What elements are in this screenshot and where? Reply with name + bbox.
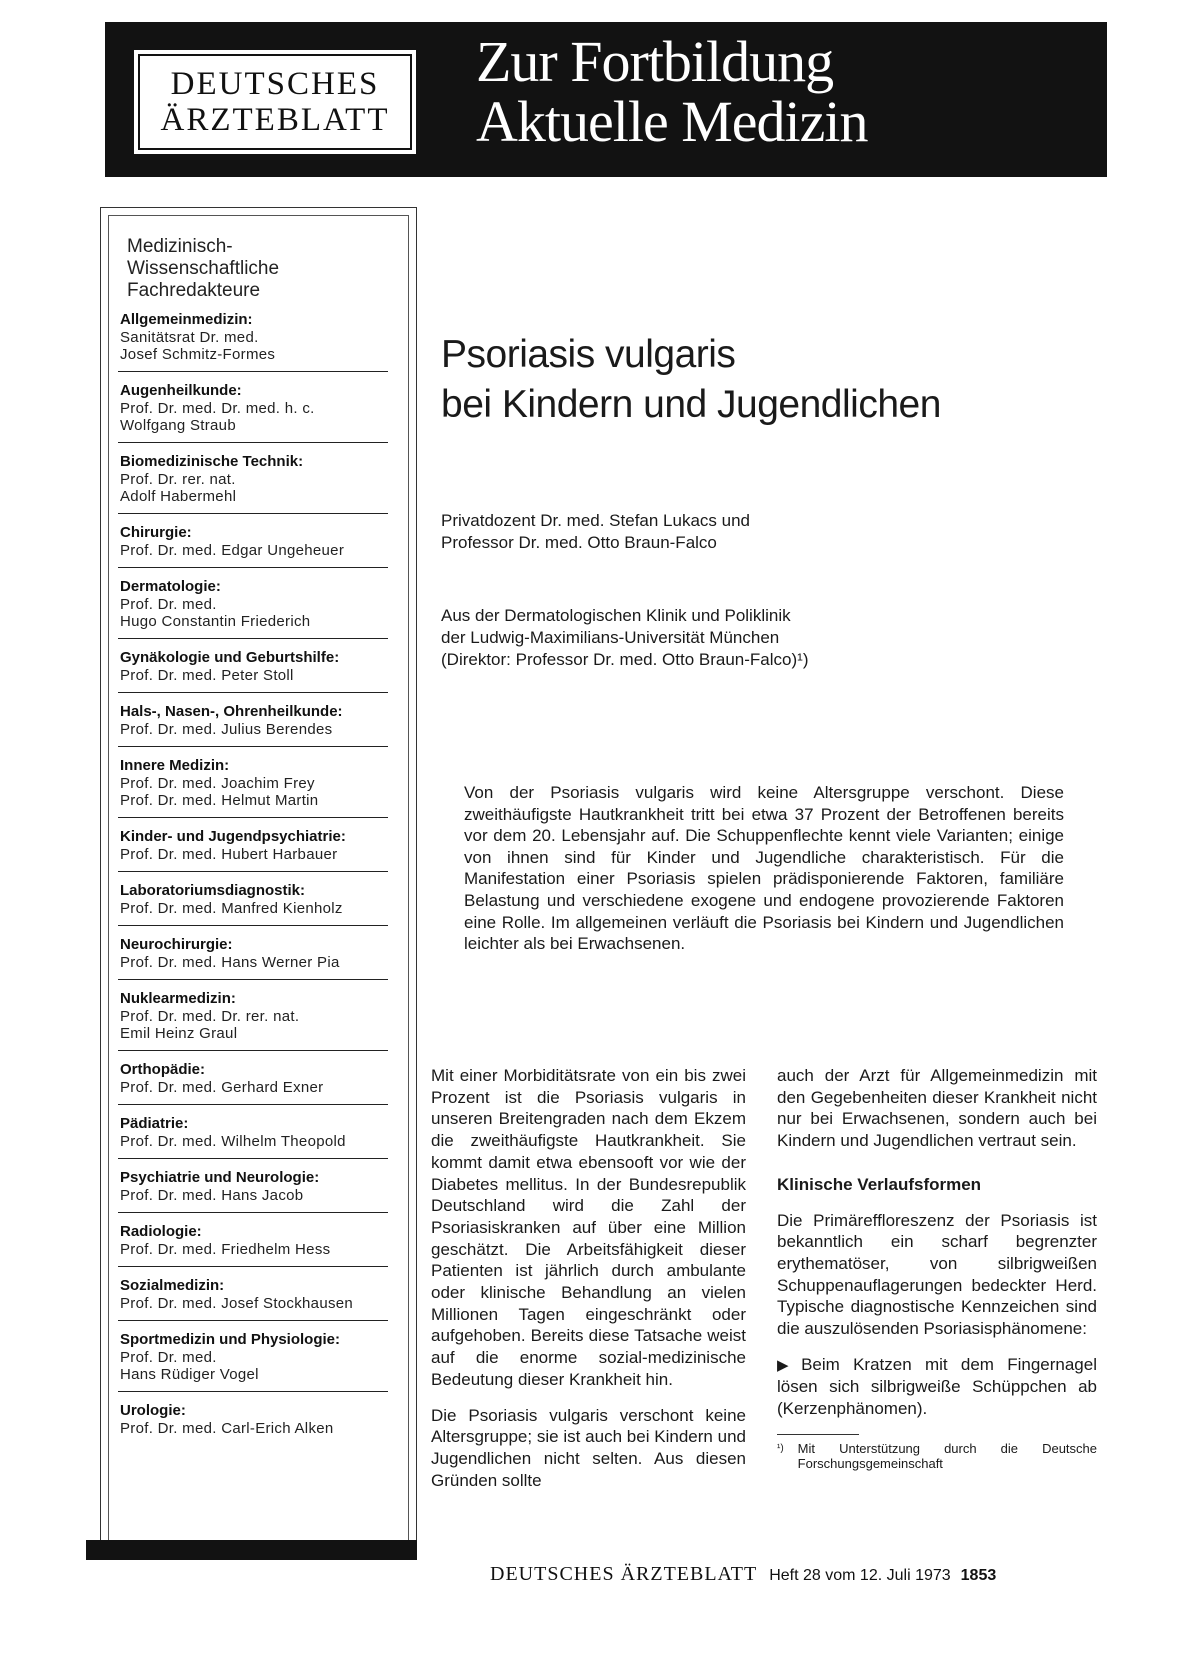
logo-line2: ÄRZTEBLATT [160, 102, 390, 138]
editor-department: Allgemeinmedizin: [120, 311, 253, 328]
editor-entry [120, 1061, 400, 1096]
editor-divider [118, 979, 388, 980]
editor-divider [118, 567, 388, 568]
article-title [441, 330, 941, 430]
affiliation-line3: (Direktor: Professor Dr. med. Otto Braun-Falco)¹) [441, 650, 809, 669]
editor-entry [120, 1223, 400, 1258]
editor-department: Laboratoriumsdiagnostik: [120, 882, 306, 899]
editor-name: Sanitätsrat Dr. med. [120, 329, 259, 346]
editor-name: Prof. Dr. med. Josef Stockhausen [120, 1295, 354, 1312]
editor-department: Sozialmedizin: [120, 1277, 225, 1294]
editor-department: Augenheilkunde: [120, 382, 242, 399]
editor-name: Hugo Constantin Friederich [120, 613, 311, 630]
body-paragraph: Die Primäreffloreszenz der Psoriasis ist bekanntlich ein scharf begrenzter erythematöser, von silbrigweißen Schuppenauflagerungen bedeckter Herd. Typische diagnostische Kennzeichen sind die auszulösenden Psoriasisphänomene: [777, 1210, 1097, 1339]
editor-divider [118, 817, 388, 818]
editor-divider [118, 1212, 388, 1213]
editor-name: Emil Heinz Graul [120, 1025, 238, 1042]
editor-divider [118, 692, 388, 693]
editors-heading-line1: Medizinisch- [127, 236, 233, 257]
editor-entry [120, 578, 400, 630]
editor-name: Prof. Dr. med. Friedhelm Hess [120, 1241, 331, 1258]
editor-name: Josef Schmitz-Formes [120, 346, 276, 363]
body-column-left [431, 1065, 746, 1505]
editor-name: Prof. Dr. med. Joachim Frey [120, 775, 315, 792]
editor-divider [118, 638, 388, 639]
editor-entry [120, 703, 400, 738]
editor-name: Prof. Dr. med. Dr. med. h. c. [120, 400, 315, 417]
editor-name: Prof. Dr. med. Carl-Erich Alken [120, 1420, 334, 1437]
footer-journal-name: DEUTSCHES ÄRZTEBLATT [490, 1563, 758, 1585]
section-heading: Klinische Verlaufsformen [777, 1174, 982, 1194]
editor-divider [118, 513, 388, 514]
editor-entry [120, 1169, 400, 1204]
article-authors [441, 510, 750, 554]
editor-department: Neurochirurgie: [120, 936, 233, 953]
editor-divider [118, 1158, 388, 1159]
editor-department: Orthopädie: [120, 1061, 205, 1078]
authors-line2: Professor Dr. med. Otto Braun-Falco [441, 533, 717, 552]
section-title-line1: Zur Fortbildung [476, 29, 834, 94]
footnote-mark: ¹) [777, 1442, 784, 1454]
editor-divider [118, 442, 388, 443]
editor-entry [120, 453, 400, 505]
logo-line1: DEUTSCHES [170, 66, 380, 102]
page-footer [490, 1563, 996, 1586]
page-number: 1853 [960, 1567, 997, 1584]
editor-department: Hals-, Nasen-, Ohrenheilkunde: [120, 703, 343, 720]
editors-heading [127, 236, 279, 302]
affiliation-line2: der Ludwig-Maximilians-Universität München [441, 628, 780, 647]
editor-entry [120, 1331, 400, 1383]
article-abstract: Von der Psoriasis vulgaris wird keine Altersgruppe verschont. Diese zweithäufigste Hautkrankheit tritt bei etwa 37 Prozent der Betroffenen bereits vor dem 20. Lebensjahr auf. Die Schuppenflechte kennt viele Varianten; einige von ihnen sind für Kinder und Jugendliche charakteristisch. Für die Manifestation einer Psoriasis spielen prädisponierende Faktoren, familiäre Belastung und verschiedene exogene und endogene provozierende Faktoren eine Rolle. Im allgemeinen verläuft die Psoriasis bei Kindern und Jugendlichen leichter als bei Erwachsenen. [464, 783, 1064, 954]
editor-divider [118, 1050, 388, 1051]
triangle-bullet-icon: ▶ [777, 1356, 798, 1374]
editor-name: Prof. Dr. med. Manfred Kienholz [120, 900, 343, 917]
editor-entry [120, 382, 400, 434]
journal-logo [134, 50, 416, 154]
editor-department: Gynäkologie und Geburtshilfe: [120, 649, 340, 666]
article-affiliation [441, 605, 808, 671]
article-title-line2: bei Kindern und Jugendlichen [441, 383, 941, 426]
article-title-line1: Psoriasis vulgaris [441, 333, 736, 376]
editor-entry [120, 524, 400, 559]
editor-entry [120, 1277, 400, 1312]
bullet-text: Beim Kratzen mit dem Fingernagel lösen sich silbrigweiße Schüppchen ab (Kerzenphänomen). [777, 1354, 1097, 1419]
editor-divider [118, 925, 388, 926]
editor-name: Prof. Dr. rer. nat. [120, 471, 236, 488]
authors-line1: Privatdozent Dr. med. Stefan Lukacs und [441, 511, 751, 530]
editor-name: Prof. Dr. med. Julius Berendes [120, 721, 333, 738]
editor-name: Prof. Dr. med. Peter Stoll [120, 667, 294, 684]
editor-divider [118, 371, 388, 372]
footnote [777, 1441, 1097, 1471]
editor-entry [120, 1402, 400, 1437]
editor-divider [118, 746, 388, 747]
body-paragraph: Mit einer Morbiditätsrate von ein bis zwei Prozent ist die Psoriasis vulgaris in unseren Breitengraden nach dem Ekzem die zweithäufigste Hautkrankheit. Sie kommt damit etwa ebensooft vor wie der Diabetes mellitus. In der Bundesrepublik Deutschland wird die Zahl der Psoriasiskranken auf über eine Million geschätzt. Die Arbeitsfähigkeit dieser Patienten ist jährlich durch ambulante oder klinische Behandlung an vielen Millionen Tagen eingeschränkt oder aufgehoben. Bereits diese Tatsache weist auf die enorme sozial-medizinische Bedeutung dieser Krankheit hin. [431, 1066, 746, 1389]
editor-department: Innere Medizin: [120, 757, 230, 774]
footnote-divider [777, 1434, 859, 1435]
section-title [476, 29, 868, 154]
editor-name: Hans Rüdiger Vogel [120, 1366, 259, 1383]
editor-name: Prof. Dr. med. Dr. rer. nat. [120, 1008, 300, 1025]
editor-department: Kinder- und Jugendpsychiatrie: [120, 828, 346, 845]
editors-list [120, 311, 400, 1437]
editor-name: Prof. Dr. med. Edgar Ungeheuer [120, 542, 345, 559]
editors-heading-line2: Wissenschaftliche [127, 258, 280, 279]
editor-department: Chirurgie: [120, 524, 192, 541]
editor-name: Prof. Dr. med. [120, 1349, 217, 1366]
body-paragraph: Die Psoriasis vulgaris verschont keine Altersgruppe; sie ist auch bei Kindern und Jugendlichen nicht selten. Aus diesen Gründen sollte [431, 1405, 746, 1490]
editor-department: Biomedizinische Technik: [120, 453, 304, 470]
editor-name: Prof. Dr. med. Helmut Martin [120, 792, 319, 809]
editor-name: Prof. Dr. med. Hubert Harbauer [120, 846, 338, 863]
editor-entry [120, 936, 400, 971]
editor-name: Prof. Dr. med. Wilhelm Theopold [120, 1133, 346, 1150]
body-column-right [777, 1065, 1097, 1471]
editor-divider [118, 1391, 388, 1392]
editor-department: Pädiatrie: [120, 1115, 189, 1132]
editor-entry [120, 828, 400, 863]
editor-entry [120, 990, 400, 1042]
editor-name: Prof. Dr. med. Hans Werner Pia [120, 954, 340, 971]
editor-department: Nuklearmedizin: [120, 990, 236, 1007]
editor-entry [120, 1115, 400, 1150]
editor-name: Wolfgang Straub [120, 417, 236, 434]
editor-name: Prof. Dr. med. Hans Jacob [120, 1187, 304, 1204]
editor-department: Urologie: [120, 1402, 186, 1419]
editors-heading-line3: Fachredakteure [127, 280, 261, 301]
editor-entry [120, 311, 400, 363]
editor-department: Radiologie: [120, 1223, 202, 1240]
editor-department: Psychiatrie und Neurologie: [120, 1169, 320, 1186]
editor-name: Prof. Dr. med. Gerhard Exner [120, 1079, 324, 1096]
editor-entry [120, 757, 400, 809]
editor-entry [120, 882, 400, 917]
editor-department: Dermatologie: [120, 578, 221, 595]
editor-divider [118, 1266, 388, 1267]
bullet-item [777, 1354, 1097, 1420]
editor-name: Adolf Habermehl [120, 488, 237, 505]
body-paragraph: auch der Arzt für Allgemeinmedizin mit den Gegebenheiten dieser Krankheit nicht nur bei Erwachsenen, sondern auch bei Kindern und Jugendlichen vertraut sein. [777, 1066, 1097, 1151]
editor-name: Prof. Dr. med. [120, 596, 217, 613]
editors-box-bottom-bar [86, 1540, 417, 1560]
section-title-line2: Aktuelle Medizin [476, 89, 868, 154]
editor-department: Sportmedizin und Physiologie: [120, 1331, 341, 1348]
affiliation-line1: Aus der Dermatologischen Klinik und Poliklinik [441, 606, 791, 625]
editor-divider [118, 1104, 388, 1105]
footnote-text: Mit Unterstützung durch die Deutsche Forschungsgemeinschaft [797, 1440, 1097, 1471]
editor-divider [118, 1320, 388, 1321]
footer-issue: Heft 28 vom 12. Juli 1973 [769, 1567, 951, 1584]
editor-entry [120, 649, 400, 684]
editor-divider [118, 871, 388, 872]
